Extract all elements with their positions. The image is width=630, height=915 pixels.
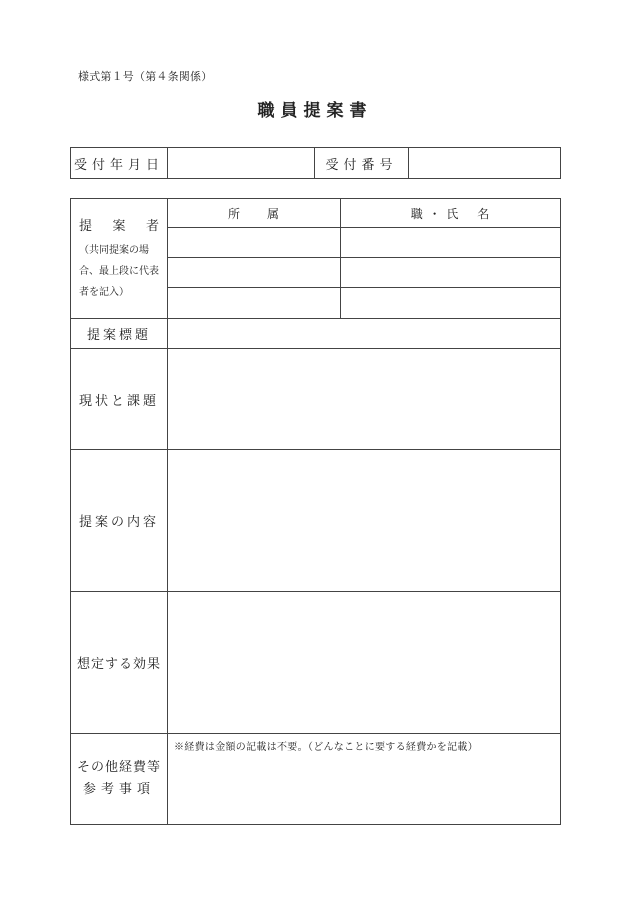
- reception-date-label: 受付年月日: [71, 148, 168, 179]
- proposal-content-field[interactable]: [168, 450, 561, 592]
- proposer-label: 提 案 者: [79, 218, 159, 234]
- title-name-header: 職 ・ 氏 名: [341, 199, 561, 228]
- title-name-field[interactable]: [341, 258, 561, 288]
- form-number: 様式第１号（第４条関係）: [78, 70, 213, 83]
- proposer-note-line: 者を記入）: [79, 286, 129, 298]
- proposal-title-field[interactable]: [168, 319, 561, 349]
- affiliation-field[interactable]: [168, 228, 341, 258]
- reference-items-label: 参考事項: [82, 782, 155, 797]
- current-issues-label: 現状と課題: [71, 349, 168, 450]
- title-name-field[interactable]: [341, 228, 561, 258]
- reception-date-field[interactable]: [168, 148, 315, 179]
- reception-number-label: 受付番号: [315, 148, 409, 179]
- affiliation-field[interactable]: [168, 258, 341, 288]
- other-expenses-label-cell: [71, 734, 168, 825]
- other-expenses-field[interactable]: [168, 734, 561, 825]
- proposal-title-label: 提案標題: [71, 319, 168, 349]
- proposal-table: [70, 198, 561, 825]
- expense-note: ※経費は金額の記載は不要。（どんなことに要する経費かを記載）: [174, 742, 478, 753]
- proposer-note-line: （共同提案の場: [79, 244, 149, 256]
- expected-effect-field[interactable]: [168, 592, 561, 734]
- reception-number-field[interactable]: [409, 148, 561, 179]
- reception-table: [70, 147, 561, 179]
- proposal-content-label: 提案の内容: [71, 450, 168, 592]
- proposer-label-cell: [71, 199, 168, 319]
- document-title: 職員提案書: [257, 101, 373, 121]
- proposer-note: [79, 240, 159, 303]
- title-name-field[interactable]: [341, 288, 561, 319]
- affiliation-header: 所 属: [168, 199, 341, 228]
- expected-effect-label: 想定する効果: [71, 592, 168, 734]
- proposer-note-line: 合、最上段に代表: [79, 265, 159, 277]
- current-issues-field[interactable]: [168, 349, 561, 450]
- affiliation-field[interactable]: [168, 288, 341, 319]
- other-expenses-label: その他経費等: [76, 760, 161, 775]
